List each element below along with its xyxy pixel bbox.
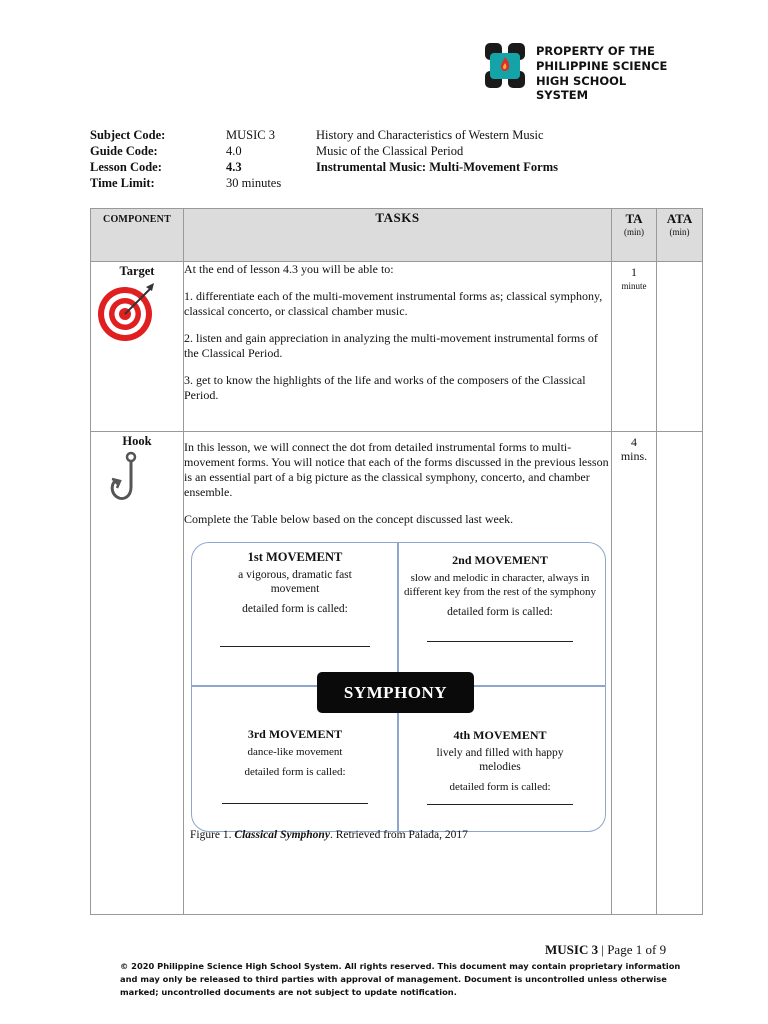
subject-code-label: Subject Code:	[90, 128, 166, 142]
copyright-notice: © 2020 Philippine Science High School System. All rights reserved. This document may contain proprietary information and may only be released to third parties with approval of management. Document is uncontrolled unless otherwise marked; uncontrolled documents are not subject to update notification.	[120, 961, 681, 997]
footer-course: MUSIC 3	[545, 942, 599, 957]
movement-4-title: 4th MOVEMENT	[453, 728, 547, 742]
target-tasks-cell	[184, 262, 612, 432]
movement-2-title: 2nd MOVEMENT	[452, 553, 548, 567]
hook-component-cell	[91, 432, 184, 915]
target-intro: At the end of lesson 4.3 you will be able to:	[184, 262, 394, 276]
hook-ta-value: 4	[631, 435, 637, 449]
target-label: Target	[119, 264, 155, 278]
movement-1-answer-blank[interactable]	[220, 646, 370, 647]
hook-ta-unit: mins.	[620, 449, 648, 463]
target-ta-value: 1	[631, 265, 637, 279]
footer-page-total: of 9	[642, 942, 667, 957]
movement-3-quadrant	[200, 727, 390, 804]
hook-ata-cell	[657, 432, 703, 915]
ta-header: TA (min)	[612, 209, 657, 262]
subject-code-value: MUSIC 3	[226, 128, 275, 142]
movement-3-title: 3rd MOVEMENT	[247, 727, 343, 741]
hook-ta-cell	[612, 432, 657, 915]
ata-header: ATA (min)	[657, 209, 703, 262]
target-icon	[96, 281, 158, 343]
movement-1-quadrant	[200, 550, 390, 647]
logo-line-3: HIGH SCHOOL SYSTEM	[536, 74, 627, 102]
movement-4-quadrant	[402, 728, 598, 805]
pshs-logo-icon	[484, 42, 526, 90]
movement-1-prompt: detailed form is called:	[242, 603, 348, 615]
target-ta-unit: minute	[621, 281, 647, 291]
component-header: COMPONENT	[91, 209, 184, 262]
subject-description: History and Characteristics of Western Music	[316, 128, 544, 142]
caption-title: Classical Symphony	[234, 829, 330, 841]
guide-code-value: 4.0	[226, 144, 242, 158]
movement-4-answer-blank[interactable]	[427, 804, 573, 805]
footer-page: Page 1	[607, 942, 643, 957]
hook-paragraph-1: In this lesson, we will connect the dot from detailed instrumental forms to multi-movement forms. You will notice that each of the forms discussed in the previous lesson is an essential part of a big picture as the classical symphony, concerto, and chamber ensemble.	[184, 440, 609, 499]
hook-paragraph-2: Complete the Table below based on the concept discussed last week.	[184, 512, 514, 526]
time-limit-value: 30 minutes	[226, 176, 282, 190]
figure-caption	[190, 829, 468, 841]
target-objective-3: 3. get to know the highlights of the life and works of the composers of the Classical Period.	[184, 373, 586, 402]
guide-code-label: Guide Code:	[90, 144, 158, 158]
movement-3-prompt: detailed form is called:	[244, 766, 346, 778]
logo-line-2: PHILIPPINE SCIENCE	[536, 59, 668, 73]
symphony-center-label: SYMPHONY	[317, 672, 474, 713]
movement-3-answer-blank[interactable]	[222, 803, 368, 804]
lesson-code-label: Lesson Code:	[90, 160, 162, 174]
hook-label: Hook	[122, 434, 152, 448]
movement-3-description: dance-like movement	[247, 746, 343, 758]
hook-icon	[107, 451, 147, 507]
logo-line-1: PROPERTY OF THE	[536, 44, 655, 58]
page-footer-number	[545, 942, 666, 958]
movement-2-prompt: detailed form is called:	[447, 606, 553, 618]
movement-2-quadrant	[402, 553, 598, 642]
target-objective-2: 2. listen and gain appreciation in analyzing the multi-movement instrumental forms of the Classical Period.	[184, 331, 598, 360]
target-component-cell	[91, 262, 184, 432]
caption-suffix: . Retrieved from Palada, 2017	[329, 829, 468, 841]
lesson-header	[90, 127, 650, 191]
lesson-description: Instrumental Music: Multi-Movement Forms	[316, 160, 558, 174]
movement-1-title: 1st MOVEMENT	[247, 550, 343, 564]
tasks-header: TASKS	[184, 209, 612, 262]
target-ata-cell	[657, 262, 703, 432]
movement-4-prompt: detailed form is called:	[449, 781, 551, 793]
movement-2-answer-blank[interactable]	[427, 641, 573, 642]
lesson-code-value: 4.3	[226, 160, 242, 174]
caption-prefix: Figure 1.	[190, 829, 235, 841]
movement-2-description: slow and melodic in character, always in different key from the rest of the symphony	[404, 572, 596, 598]
movement-1-description: a vigorous, dramatic fast movement	[238, 569, 352, 595]
footer-sep: |	[598, 942, 608, 957]
movement-4-description: lively and filled with happy melodies	[436, 747, 564, 773]
target-ta-cell	[612, 262, 657, 432]
guide-description: Music of the Classical Period	[316, 144, 464, 158]
time-limit-label: Time Limit:	[90, 176, 155, 190]
pshs-logo	[484, 42, 674, 102]
target-objective-1: 1. differentiate each of the multi-movement instrumental forms as; classical symphony, classical concerto, or classical chamber music.	[184, 289, 603, 318]
table-header-row	[91, 209, 703, 262]
target-row	[91, 262, 703, 432]
